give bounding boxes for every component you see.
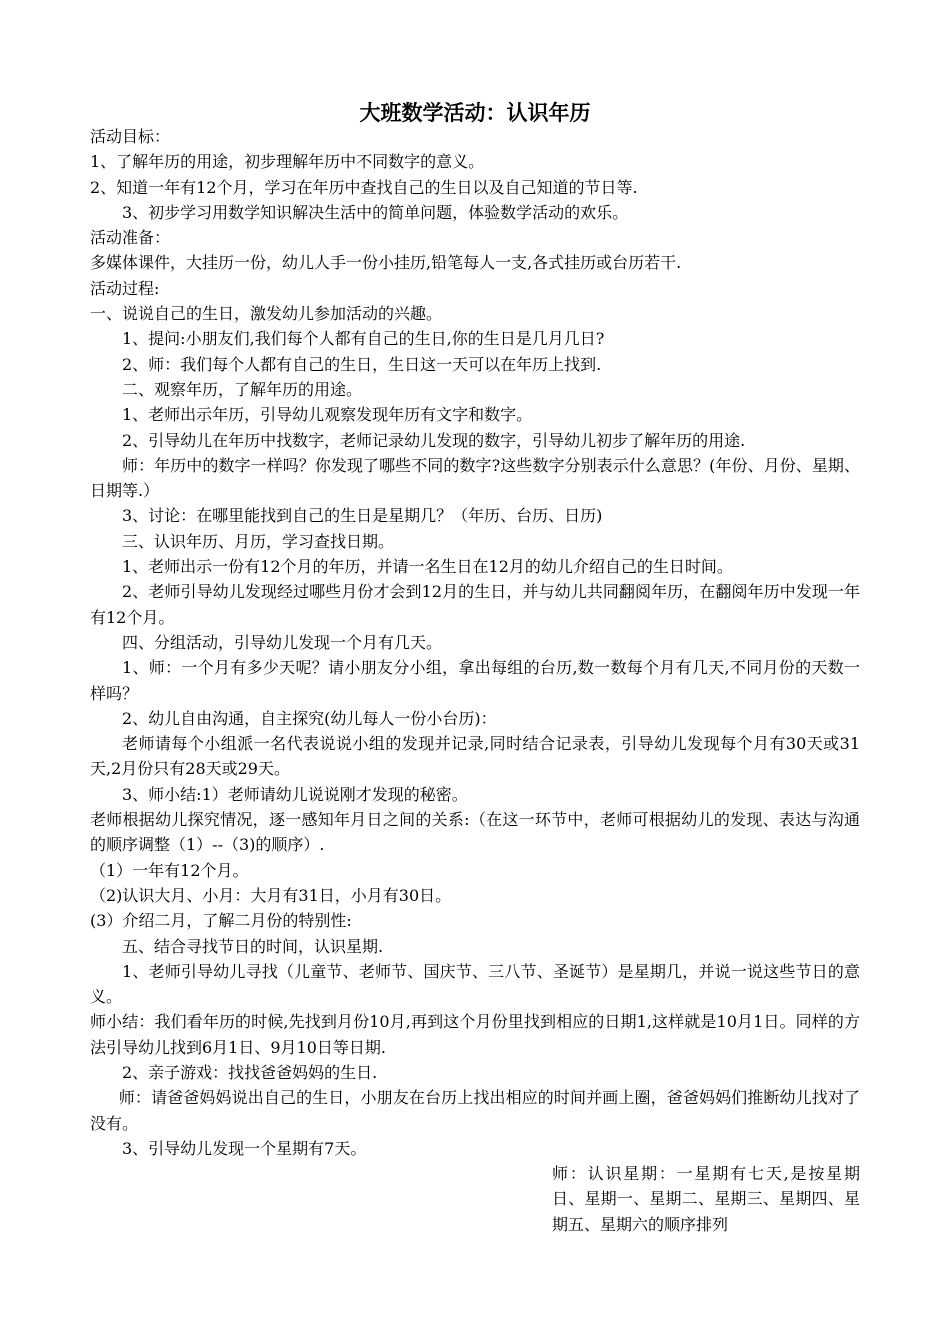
paragraph: 2、亲子游戏：找找爸爸妈妈的生日. [122, 1062, 378, 1082]
paragraph: 老师请每个小组派一名代表说说小组的发现并记录,同时结合记录表，引导幼儿发现每个月有30天或31天,2月份只有28天或29天。 [90, 734, 860, 779]
section-heading-goals: 活动目标： [90, 127, 171, 146]
paragraph: 1、师：一个月有多少天呢？请小朋友分小组，拿出每组的台历,数一数每个月有几天,不同月份的天数一样吗？ [90, 658, 860, 703]
paragraph-right-aligned: 师：认识星期：一星期有七天,是按星期日、星期一、星期二、星期三、星期四、星期五、星期六的顺序排列 [552, 1164, 860, 1234]
paragraph: 师小结：我们看年历的时候,先找到月份10月,再到这个月份里找到相应的日期1,这样就是10月1日。同样的方法引导幼儿找到6月1日、9月10日等日期. [90, 1012, 860, 1057]
list-item: (3）介绍二月，了解二月份的特别性: [90, 911, 352, 931]
step-heading: 二、观察年历，了解年历的用途。 [122, 379, 363, 399]
paragraph: 1、提问:小朋友们,我们每个人都有自己的生日,你的生日是几月几日? [122, 329, 605, 349]
section-heading-process: 活动过程: [90, 278, 160, 298]
step-heading: 四、分组活动，引导幼儿发现一个月有几天。 [122, 632, 443, 652]
step-heading: 一、说说自己的生日，激发幼儿参加活动的兴趣。 [90, 304, 443, 324]
paragraph: 3、引导幼儿发现一个星期有7天。 [122, 1138, 367, 1158]
paragraph: 2、知道一年有12个月，学习在年历中查找自己的生日以及自己知道的节日等. [90, 177, 638, 197]
paragraph: 3、讨论：在哪里能找到自己的生日是星期几？（年历、台历、日历) [122, 506, 603, 526]
page-title: 大班数学活动：认识年历 [359, 101, 591, 125]
paragraph: 老师根据幼儿探究情况，逐一感知年月日之间的关系:（在这一环节中，老师可根据幼儿的发现、表达与沟通的顺序调整（1）--（3)的顺序）. [90, 810, 860, 855]
section-heading-preparation: 活动准备： [90, 228, 171, 248]
list-item: （1）一年有12个月。 [90, 860, 249, 880]
step-heading: 三、认识年历、月历，学习查找日期。 [122, 531, 395, 551]
step-heading: 五、结合寻找节日的时间，认识星期. [122, 936, 384, 956]
paragraph: 2、师：我们每个人都有自己的生日，生日这一天可以在年历上找到. [122, 354, 602, 374]
paragraph: 师：年历中的数字一样吗？你发现了哪些不同的数字?这些数字分别表示什么意思？(年份、月份、星期、日期等.） [90, 455, 860, 501]
paragraph: 3、初步学习用数学知识解决生活中的简单问题，体验数学活动的欢乐。 [122, 202, 629, 222]
paragraph: 2、幼儿自由沟通，自主探究(幼儿每人一份小台历)： [122, 708, 497, 728]
paragraph: 师：请爸爸妈妈说出自己的生日，小朋友在台历上找出相应的时间并画上圈，爸爸妈妈们推断幼儿找对了没有。 [90, 1088, 860, 1133]
paragraph: 3、师小结:1）老师请幼儿说说刚才发现的秘密。 [122, 784, 468, 804]
paragraph: 1、老师引导幼儿寻找（儿童节、老师节、国庆节、三八节、圣诞节）是星期几，并说一说这些节日的意义。 [90, 961, 860, 1007]
paragraph: 1、了解年历的用途，初步理解年历中不同数字的意义。 [90, 152, 485, 172]
paragraph: 1、老师出示年历，引导幼儿观察发现年历有文字和数字。 [122, 405, 533, 425]
list-item: （2)认识大月、小月：大月有31日，小月有30日。 [90, 885, 452, 905]
document-body [90, 124, 860, 1237]
paragraph: 1、老师出示一份有12个月的年历，并请一名生日在12月的幼儿介绍自己的生日时间。 [122, 557, 733, 577]
paragraph: 2、引导幼儿在年历中找数字，老师记录幼儿发现的数字，引导幼儿初步了解年历的用途. [122, 430, 746, 450]
paragraph: 多媒体课件，大挂历一份，幼儿人手一份小挂历,铅笔每人一支,各式挂历或台历若干. [90, 253, 682, 273]
paragraph: 2、老师引导幼儿发现经过哪些月份才会到12月的生日，并与幼儿共同翻阅年历，在翻阅年历中发现一年有12个月。 [90, 582, 860, 627]
